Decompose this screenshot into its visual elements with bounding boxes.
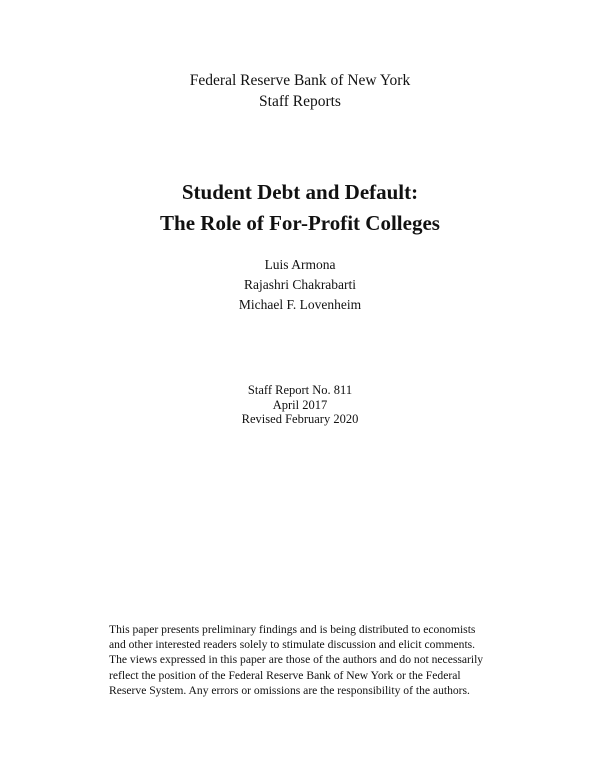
paper-title bbox=[0, 177, 600, 239]
disclaimer-line: and other interested readers solely to stimulate discussion and elicit comments. bbox=[109, 638, 476, 652]
revised-date: Revised February 2020 bbox=[241, 412, 359, 426]
report-info bbox=[0, 383, 600, 427]
author-list bbox=[0, 255, 600, 315]
disclaimer-line: reflect the position of the Federal Reserve Bank of New York or the Federal bbox=[109, 668, 461, 682]
author-name: Luis Armona bbox=[264, 257, 336, 272]
publisher-block bbox=[0, 70, 600, 112]
disclaimer-line: Reserve System. Any errors or omissions are the responsibility of the authors. bbox=[109, 683, 470, 697]
title-line-1: Student Debt and Default: bbox=[181, 180, 419, 204]
disclaimer-paragraph bbox=[109, 622, 509, 698]
report-date: April 2017 bbox=[272, 397, 328, 412]
author-name: Rajashri Chakrabarti bbox=[243, 277, 357, 292]
title-line-2: The Role of For-Profit Colleges bbox=[160, 211, 440, 235]
series-name: Staff Reports bbox=[259, 93, 341, 110]
disclaimer-line: The views expressed in this paper are those of the authors and do not necessarily bbox=[109, 653, 484, 667]
disclaimer-line: This paper presents preliminary findings and is being distributed to economists bbox=[109, 623, 476, 636]
publisher-name: Federal Reserve Bank of New York bbox=[189, 72, 411, 89]
report-number: Staff Report No. 811 bbox=[247, 383, 353, 397]
author-name: Michael F. Lovenheim bbox=[238, 297, 362, 312]
